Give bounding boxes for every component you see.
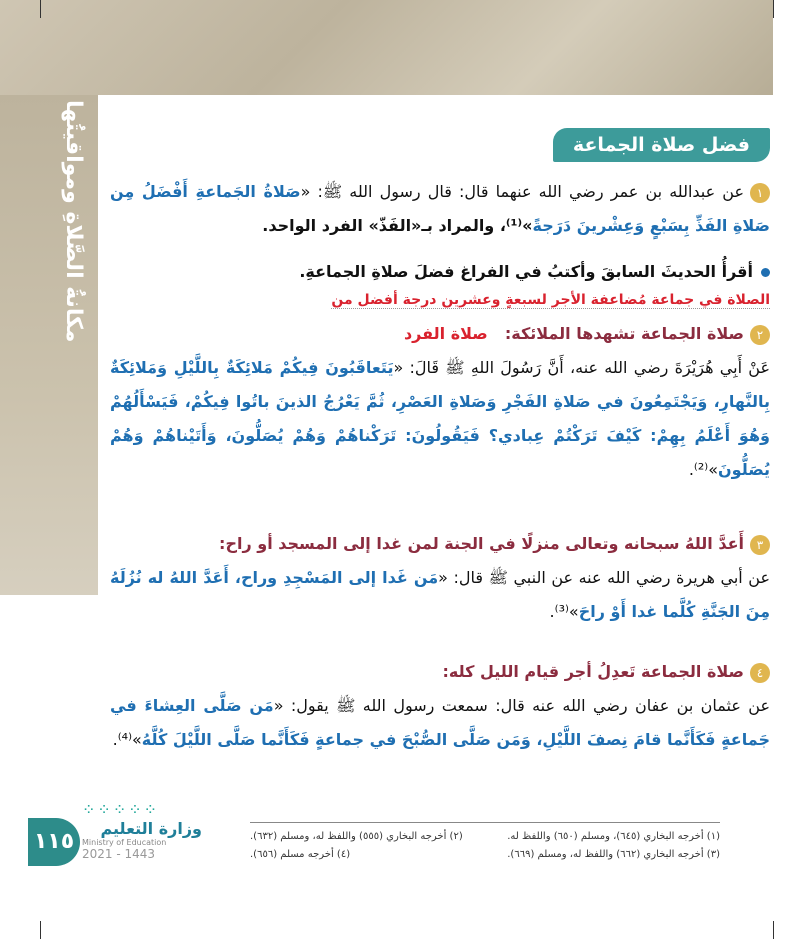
hadith-text: مَن غَدا إلى المَسْجِدِ وراح، أَعَدَّ اللهُ له نُزُلَهُ مِنَ الجَنَّةِ كُلَّما غدا أَوْ راحَ [110, 568, 770, 621]
paragraph-1 [110, 175, 770, 243]
narration: عن أبي هريرة رضي الله عنه عن النبي ﷺ قال: « [438, 568, 770, 587]
narration-end: »⁽²⁾. [688, 460, 718, 479]
narration-end: »⁽¹⁾، والمراد بـ«الفَذّ» الفرد الواحد. [262, 216, 533, 235]
footnote-divider [250, 822, 720, 823]
crop-mark [773, 0, 774, 18]
bullet-icon [761, 268, 770, 277]
narration: عن عبدالله بن عمر رضي الله عنهما قال: قال رسول الله ﷺ: « [300, 182, 745, 201]
section-title: فضل صلاة الجماعة [553, 128, 770, 162]
narration: عَنْ أَبِي هُرَيْرَةَ رضي الله عنه، أَنَّ رَسُولَ اللهِ ﷺ قَالَ: « [393, 358, 770, 377]
handwritten-answer: الصلاة في جماعة مُضاعفة الأجر لسبعةٍ وعشرين درجة أفضل من [331, 292, 770, 308]
footnote-4: (٤) أخرجه مسلم (٦٥٦). [250, 849, 351, 860]
unit-title: مكانةُ الصَّلاةِ ومواقيتُها [61, 100, 86, 343]
header-band [0, 0, 773, 95]
task-instruction: أقرأُ الحديثَ السابقَ وأكتبُ في الفراغ فضلَ صلاةِ الجماعةِ. [110, 255, 770, 289]
point-heading: صلاة الجماعة تَعدِلُ أجر قيام الليل كله: [442, 662, 744, 681]
point-number: ٤ [750, 663, 770, 683]
footnote-2: (٢) أخرجه البخاري (٥٥٥) واللفظ له، ومسلم (٦٣٢). [250, 831, 463, 842]
paragraph-2 [110, 317, 770, 487]
footnote-1: (١) أخرجه البخاري (٦٤٥)، ومسلم (٦٥٠) واللفظ له. [507, 831, 720, 842]
crop-mark [773, 921, 774, 939]
hadith-text: مَن صَلَّى العِشاءَ في جَماعةٍ فَكَأَنَّما قامَ نِصفَ اللَّيْلِ، وَمَن صَلَّى الصُّبْحَ في جماعةٍ فَكَأَنَّما صَلَّى اللَّيْلَ كُلَّهُ [110, 696, 770, 749]
crop-mark [40, 0, 41, 18]
narration-end: »⁽³⁾. [549, 602, 579, 621]
ministry-arabic: وزارة التعليم [100, 819, 202, 838]
answer-line [110, 287, 770, 312]
point-heading: أَعدَّ اللهُ سبحانه وتعالى منزلًا في الجنة لمن غدا إلى المسجد أو راح: [219, 534, 744, 553]
ministry-logo [82, 800, 202, 870]
handwritten-answer: صلاة الفرد [403, 324, 488, 343]
point-number: ٢ [750, 325, 770, 345]
logo-dots-icon: ⁘⁘⁘⁘⁘ [82, 800, 160, 819]
footnotes [250, 828, 720, 864]
hadith-text: صَلاةُ الجَماعةِ أَفْضَلُ مِن صَلاةِ الفَذِّ بِسَبْعٍ وَعِشْرينَ دَرَجةً [110, 182, 770, 235]
hadith-text: يَتَعاقَبُونَ فِيكُمْ مَلائِكَةٌ بِاللَّيْلِ وَمَلائِكَةٌ بِالنَّهارِ، وَيَجْتَمِعُونَ في صَلاةِ الفَجْرِ وَصَلاةِ العَصْرِ، ثُمَّ يَعْرُجُ الذينَ باتُوا فِيكُمْ، فَيَسْأَلُهُمْ وَهُوَ أَعْلَمُ بِهِمْ: كَيْفَ تَرَكْتُمْ عِبادي؟ فَيَقُولُونَ: تَرَكْناهُمْ وَهُمْ يُصَلُّونَ، وَأَتَيْناهُمْ وَهُمْ يُصَلُّونَ [110, 358, 770, 479]
paragraph-4 [110, 655, 770, 757]
paragraph-3 [110, 527, 770, 629]
point-number: ٣ [750, 535, 770, 555]
point-heading: صلاة الجماعة تشهدها الملائكة: [504, 324, 744, 343]
narration-end: »⁽⁴⁾. [112, 730, 142, 749]
point-number: ١ [750, 183, 770, 203]
page-number: ١١٥ [28, 818, 80, 866]
crop-mark [40, 921, 41, 939]
footnote-3: (٣) أخرجه البخاري (٦٦٢) واللفظ له، ومسلم (٦٦٩). [507, 849, 720, 860]
ministry-english: Ministry of Education [82, 838, 167, 847]
edition-year: 2021 - 1443 [82, 847, 156, 861]
narration: عن عثمان بن عفان رضي الله عنه قال: سمعت رسول الله ﷺ يقول: « [273, 696, 771, 715]
